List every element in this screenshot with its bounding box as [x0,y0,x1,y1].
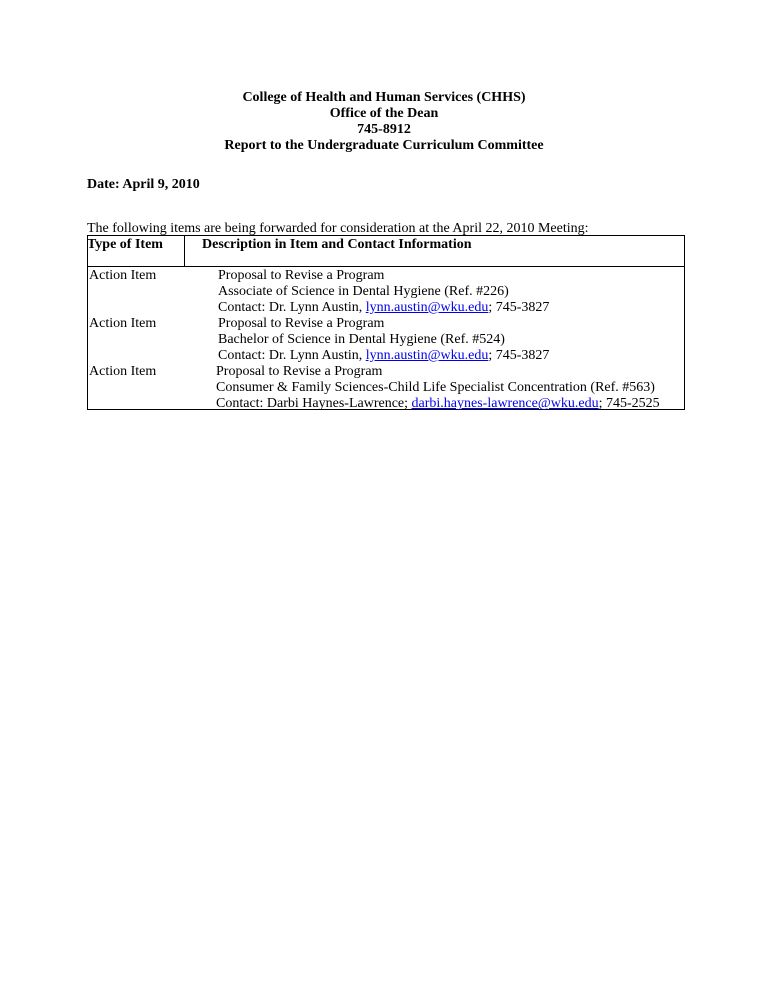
office-phone: 745-8912 [357,122,411,137]
header-row-divider [88,266,684,267]
report-date: Date: April 9, 2010 [87,177,200,192]
office-name: Office of the Dean [329,106,439,121]
contact-email-link[interactable]: lynn.austin@wku.edu [365,348,489,363]
item-action: Proposal to Revise a Program [218,268,385,283]
contact-phone: ; 745-3827 [488,300,550,315]
contact-name: Contact: Dr. Lynn Austin, [218,300,366,315]
intro-text: The following items are being forwarded for consideration at the April 22, 2010 Meeting: [87,221,589,236]
item-program: Bachelor of Science in Dental Hygiene (Ref. #524) [218,332,505,347]
college-name: College of Health and Human Services (CHHS) [242,90,526,105]
item-contact [218,348,549,364]
item-contact [216,396,660,412]
contact-name: Contact: Darbi Haynes-Lawrence; [216,396,412,411]
item-description [218,268,549,316]
item-type: Action Item [89,316,157,331]
item-description [216,364,660,412]
header-column-divider [184,236,185,267]
item-type: Action Item [89,364,157,379]
report-title: Report to the Undergraduate Curriculum Committee [224,138,544,153]
contact-phone: ; 745-2525 [598,396,660,411]
contact-phone: ; 745-3827 [488,348,550,363]
column-header-description: Description in Item and Contact Information [202,237,472,252]
contact-email-link[interactable]: lynn.austin@wku.edu [365,300,489,315]
items-table [87,235,685,410]
item-description [218,316,549,364]
column-header-type: Type of Item [87,237,163,252]
contact-email-link[interactable]: darbi.haynes-lawrence@wku.edu [411,396,599,411]
item-action: Proposal to Revise a Program [218,316,385,331]
item-type: Action Item [89,268,157,283]
item-program: Associate of Science in Dental Hygiene (Ref. #226) [218,284,509,299]
item-program: Consumer & Family Sciences-Child Life Specialist Concentration (Ref. #563) [216,380,655,395]
contact-name: Contact: Dr. Lynn Austin, [218,348,366,363]
item-action: Proposal to Revise a Program [216,364,383,379]
item-contact [218,300,549,316]
report-header [0,90,768,154]
